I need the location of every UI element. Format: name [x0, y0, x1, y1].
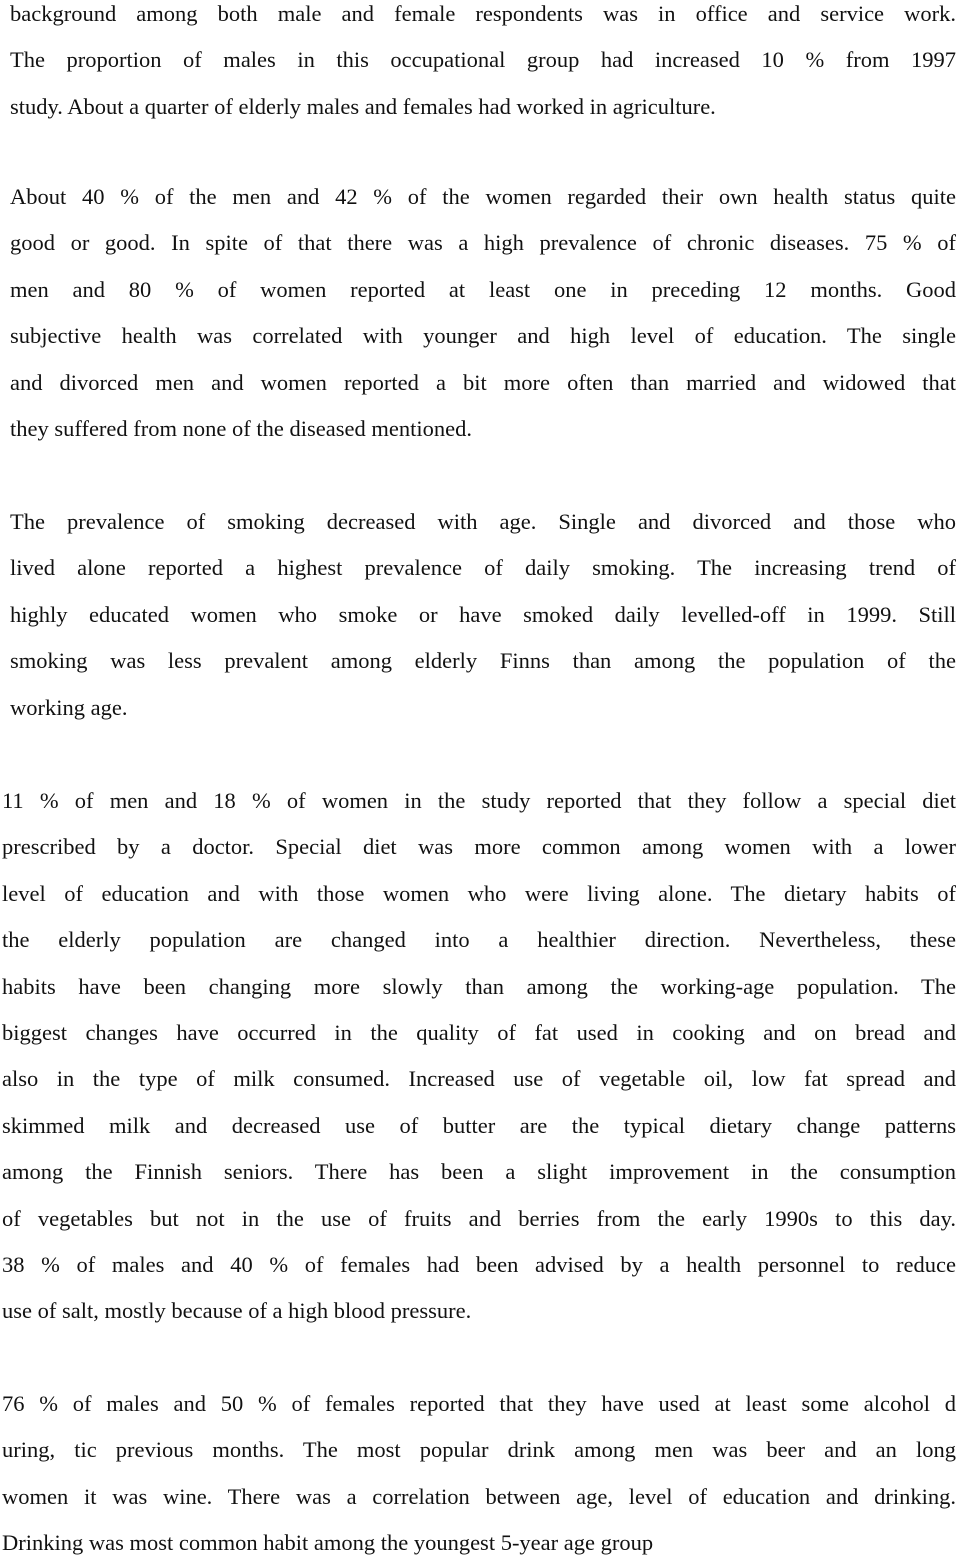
text-line: 38 % of males and 40 % of females had been advised by a health personnel to reduce: [2, 1251, 956, 1277]
paragraph-alcohol: [2, 1381, 956, 1567]
text-line: Drinking was most common habit among the youngest 5-year age group: [2, 1530, 654, 1556]
text-line: The prevalence of smoking decreased with age. Single and divorced and those who: [10, 509, 956, 534]
text-line: women it was wine. There was a correlation between age, level of education and drinking.: [2, 1483, 956, 1509]
text-line: working age.: [10, 694, 128, 720]
text-line: background among both male and female respondents was in office and service work.: [10, 1, 956, 26]
text-line: highly educated women who smoke or have smoked daily levelled-off in 1999. Still: [10, 601, 956, 627]
text-line: they suffered from none of the diseased mentioned.: [10, 415, 472, 441]
text-line: uring, tic previous months. The most popular drink among men was beer and an long: [2, 1437, 956, 1463]
text-line: About 40 % of the men and 42 % of the women regarded their own health status quite: [10, 184, 956, 209]
text-line: habits have been changing more slowly than among the working-age population. The: [2, 973, 956, 999]
text-line: men and 80 % of women reported at least one in preceding 12 months. Good: [10, 276, 956, 302]
text-line: skimmed milk and decreased use of butter are the typical dietary change patterns: [2, 1112, 956, 1138]
text-line: the elderly population are changed into a healthier direction. Nevertheless, these: [2, 927, 956, 953]
text-line: lived alone reported a highest prevalence of daily smoking. The increasing trend of: [10, 555, 956, 581]
text-line: also in the type of milk consumed. Increased use of vegetable oil, low fat spread and: [2, 1066, 956, 1092]
text-line: subjective health was correlated with younger and high level of education. The single: [10, 323, 956, 349]
text-line: level of education and with those women who were living alone. The dietary habits of: [2, 880, 956, 906]
text-line: biggest changes have occurred in the quality of fat used in cooking and on bread and: [2, 1019, 956, 1045]
text-line: 76 % of males and 50 % of females reported that they have used at least some alcohol d: [2, 1391, 956, 1416]
text-line: and divorced men and women reported a bit more often than married and widowed that: [10, 369, 956, 395]
text-line: prescribed by a doctor. Special diet was more common among women with a lower: [2, 834, 956, 860]
text-line: use of salt, mostly because of a high blood pressure.: [2, 1298, 472, 1324]
paragraph-smoking: [10, 499, 956, 731]
text-line: smoking was less prevalent among elderly Finns than among the population of the: [10, 648, 956, 674]
text-line: among the Finnish seniors. There has been a slight improvement in the consumption: [2, 1159, 956, 1185]
text-line: good or good. In spite of that there was a high prevalence of chronic diseases. 75 % of: [10, 230, 956, 256]
text-line: 11 % of men and 18 % of women in the study reported that they follow a special diet: [2, 788, 956, 813]
paragraph-health-status: [10, 174, 956, 452]
text-line: study. About a quarter of elderly males and females had worked in agriculture.: [10, 93, 716, 119]
paragraph-diet: [2, 778, 956, 1335]
text-line: The proportion of males in this occupational group had increased 10 % from 1997: [10, 47, 956, 73]
paragraph-occupation: [10, 0, 956, 130]
text-line: of vegetables but not in the use of fruits and berries from the early 1990s to this day.: [2, 1205, 956, 1231]
